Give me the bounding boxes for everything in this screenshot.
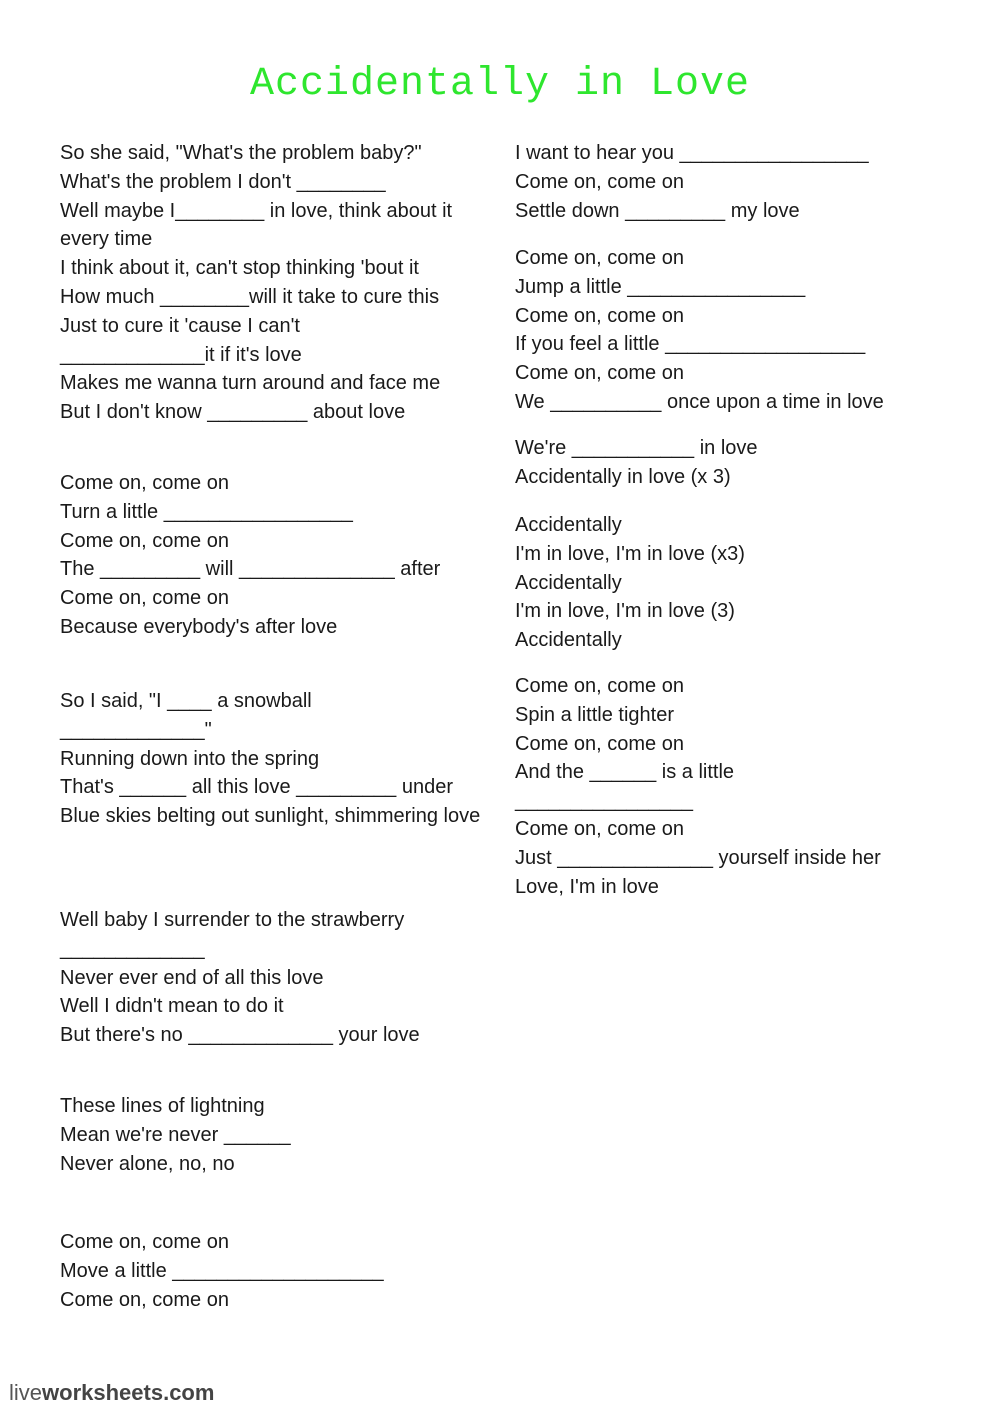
lyric-line: _____________ [60,937,205,960]
lyric-line: Accidentally [515,629,622,652]
lyric-line: Well maybe I________ in love, think about it every time [60,199,453,251]
lyric-line: Come on, come on [515,362,684,385]
liveworksheets-logo[interactable] [9,1380,214,1406]
lyric-line: _____________it if it's love [60,343,302,366]
stanza [60,139,485,283]
lyric-line: The _________ will ______________ after [60,558,441,581]
lyric-line: Just ______________ yourself inside her [515,846,881,869]
lyric-line: Come on, come on [60,1288,229,1311]
lyric-line: We're ___________ in love [515,437,758,459]
lyric-line: Move a little ___________________ [60,1259,384,1282]
lyric-line: Jump a little ________________ [515,275,806,298]
stanza [60,283,485,469]
lyric-line: Come on, come on [515,732,684,755]
stanza [515,434,955,511]
lyric-line: Makes me wanna turn around and face me [60,372,441,395]
lyric-line: I think about it, can't stop thinking 'bout it [60,257,419,280]
logo-suffix: .com [163,1380,215,1405]
lyric-line: Mean we're never ______ [60,1123,291,1146]
lyric-line: That's ______ all this love _________ under [60,776,453,799]
stanza [515,815,955,901]
lyric-line: _____________" [60,718,212,741]
lyric-line: Come on, come on [515,247,684,269]
lyric-line: Turn a little _________________ [60,500,353,523]
lyric-line: Love, I'm in love [515,875,659,898]
stanza [60,1228,485,1314]
lyric-line: We __________ once upon a time in love [515,390,884,413]
lyric-line: So she said, "What's the problem baby?" [60,142,422,164]
lyric-line: Come on, come on [515,170,684,193]
lyric-line: Never alone, no, no [60,1152,235,1175]
lyric-line: Come on, come on [515,675,684,697]
lyric-line: I want to hear you _________________ [515,142,869,164]
lyric-line: Accidentally [515,514,622,536]
lyric-line: I'm in love, I'm in love (3) [515,600,735,623]
page-title: Accidentally in Love [249,62,751,107]
lyric-line: Come on, come on [60,472,229,494]
lyric-line: ________________ [515,790,693,813]
lyric-line: And the ______ is a little [515,761,735,784]
lyrics-left-column [60,139,485,1314]
lyric-line: Well baby I surrender to the strawberry [60,909,405,931]
lyric-line: Because everybody's after love [60,615,338,638]
lyric-line: Well I didn't mean to do it [60,995,284,1018]
lyric-line: Come on, come on [60,529,229,552]
lyric-line: Blue skies belting out sunlight, shimmering love [60,805,481,828]
lyric-line: But there's no _____________ your love [60,1024,420,1047]
lyric-line: Accidentally in love (x 3) [515,465,731,488]
lyric-line: Settle down _________ my love [515,199,800,222]
lyric-line: Just to cure it 'cause I can't [60,314,300,337]
stanza [60,906,485,1092]
stanza [515,511,955,672]
stanza [60,469,485,687]
stanza [515,244,955,434]
lyric-line: Spin a little tighter [515,703,674,726]
lyric-line: If you feel a little __________________ [515,333,866,356]
logo-brand: worksheets [42,1380,164,1405]
stanza [60,1092,485,1228]
lyric-line: I'm in love, I'm in love (x3) [515,542,745,565]
lyrics-right-column [515,139,955,901]
lyric-line: What's the problem I don't ________ [60,170,386,193]
stanza [515,139,955,244]
lyric-line: Come on, come on [515,818,684,840]
lyric-line: Come on, come on [60,1231,229,1253]
stanza [515,672,955,815]
lyric-line: Accidentally [515,571,622,594]
lyric-line: Never ever end of all this love [60,966,324,989]
lyric-line: Running down into the spring [60,747,320,770]
lyric-line: So I said, "I ____ a snowball [60,690,312,712]
logo-prefix: live [9,1380,43,1405]
lyric-line: How much ________will it take to cure this [60,286,440,308]
lyric-line: But I don't know _________ about love [60,401,406,424]
lyric-line: These lines of lightning [60,1095,265,1117]
lyric-line: Come on, come on [60,587,229,610]
lyric-line: Come on, come on [515,304,684,327]
stanza [60,687,485,906]
